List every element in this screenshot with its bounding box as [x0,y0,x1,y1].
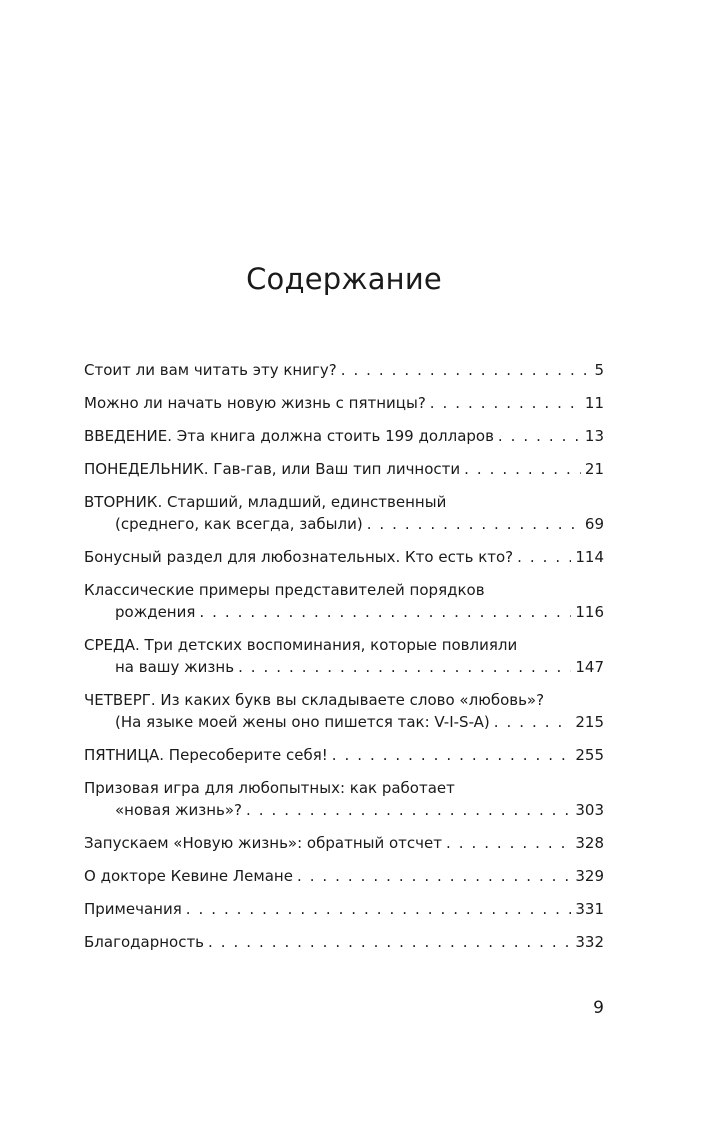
dot-leader [430,392,581,414]
toc-entry-line [84,744,604,766]
dot-leader [464,458,581,480]
toc-page-number: 69 [584,515,604,533]
toc-page-number: 5 [594,361,604,379]
toc-entry-title: (На языке моей жены оно пишется так: V-I-S-A) [115,713,490,731]
toc-entry-title: (среднего, как всегда, забыли) [115,515,363,533]
toc-page-number: 303 [575,801,604,819]
toc-entry [84,898,604,920]
toc-entry-title: Бонусный раздел для любознательных. Кто есть кто? [84,548,514,566]
dot-leader [246,799,571,821]
toc-entry-line [84,513,604,535]
toc-entry-title: «новая жизнь»? [115,801,243,819]
toc-page-number: 21 [584,460,604,478]
toc-page-number: 332 [575,933,604,951]
toc-entry-line [84,865,604,887]
toc-entry [84,546,604,568]
toc-entry-title: ПОНЕДЕЛЬНИК. Гав-гав, или Ваш тип личности [84,460,461,478]
toc-entry-title: О докторе Кевине Лемане [84,867,293,885]
table-of-contents [84,359,604,964]
dot-leader [367,513,581,535]
toc-entry-title: Благодарность [84,933,205,951]
toc-entry-title: Запускаем «Новую жизнь»: обратный отсчет [84,834,442,852]
dot-leader [208,931,571,953]
dot-leader [494,711,572,733]
dot-leader [517,546,571,568]
toc-entry [84,931,604,953]
toc-entry-title: Призовая игра для любопытных: как работает [84,779,455,797]
dot-leader [238,656,571,678]
toc-entry [84,579,604,623]
toc-entry-line [84,711,604,733]
toc-entry-title: ВТОРНИК. Старший, младший, единственный [84,493,447,511]
dot-leader [332,744,572,766]
toc-entry-line [84,359,604,381]
toc-page-number: 147 [575,658,604,676]
toc-page-number: 13 [584,427,604,445]
toc-entry [84,744,604,766]
toc-entry-line [84,931,604,953]
toc-entry-title: рождения [115,603,196,621]
toc-entry [84,392,604,414]
toc-entry-line [84,656,604,678]
toc-entry [84,359,604,381]
toc-page-number: 329 [575,867,604,885]
toc-page-number: 114 [575,548,604,566]
toc-entry-line [84,458,604,480]
toc-page-number: 116 [575,603,604,621]
dot-leader [297,865,571,887]
dot-leader [498,425,581,447]
toc-entry-line [84,546,604,568]
toc-entry-line [84,601,604,623]
toc-entry-title: СРЕДА. Три детских воспоминания, которые повлияли [84,636,518,654]
dot-leader [199,601,571,623]
page-title: Содержание [246,262,442,297]
toc-entry [84,689,604,733]
toc-entry [84,777,604,821]
toc-entry-line [84,425,604,447]
toc-page-number: 215 [575,713,604,731]
toc-page-number: 255 [575,746,604,764]
toc-entry-title: Примечания [84,900,182,918]
toc-entry-line [84,832,604,854]
toc-entry-title: Классические примеры представителей порядков [84,581,485,599]
toc-entry-line [84,898,604,920]
dot-leader [341,359,591,381]
dot-leader [446,832,571,854]
dot-leader [186,898,572,920]
toc-entry-title: ПЯТНИЦА. Пересоберите себя! [84,746,328,764]
toc-entry [84,425,604,447]
toc-entry [84,865,604,887]
toc-entry-title: ЧЕТВЕРГ. Из каких букв вы складываете слово «любовь»? [84,691,545,709]
toc-entry [84,634,604,678]
toc-page-number: 328 [575,834,604,852]
toc-page-number: 11 [584,394,604,412]
toc-entry [84,491,604,535]
toc-entry-title: ВВЕДЕНИЕ. Эта книга должна стоить 199 долларов [84,427,494,445]
toc-entry-line [84,392,604,414]
toc-entry-title: на вашу жизнь [115,658,235,676]
toc-entry [84,832,604,854]
toc-entry-line [84,799,604,821]
toc-page-number: 331 [575,900,604,918]
toc-entry-title: Стоит ли вам читать эту книгу? [84,361,337,379]
toc-entry [84,458,604,480]
page-number: 9 [593,998,604,1018]
toc-entry-title: Можно ли начать новую жизнь с пятницы? [84,394,426,412]
